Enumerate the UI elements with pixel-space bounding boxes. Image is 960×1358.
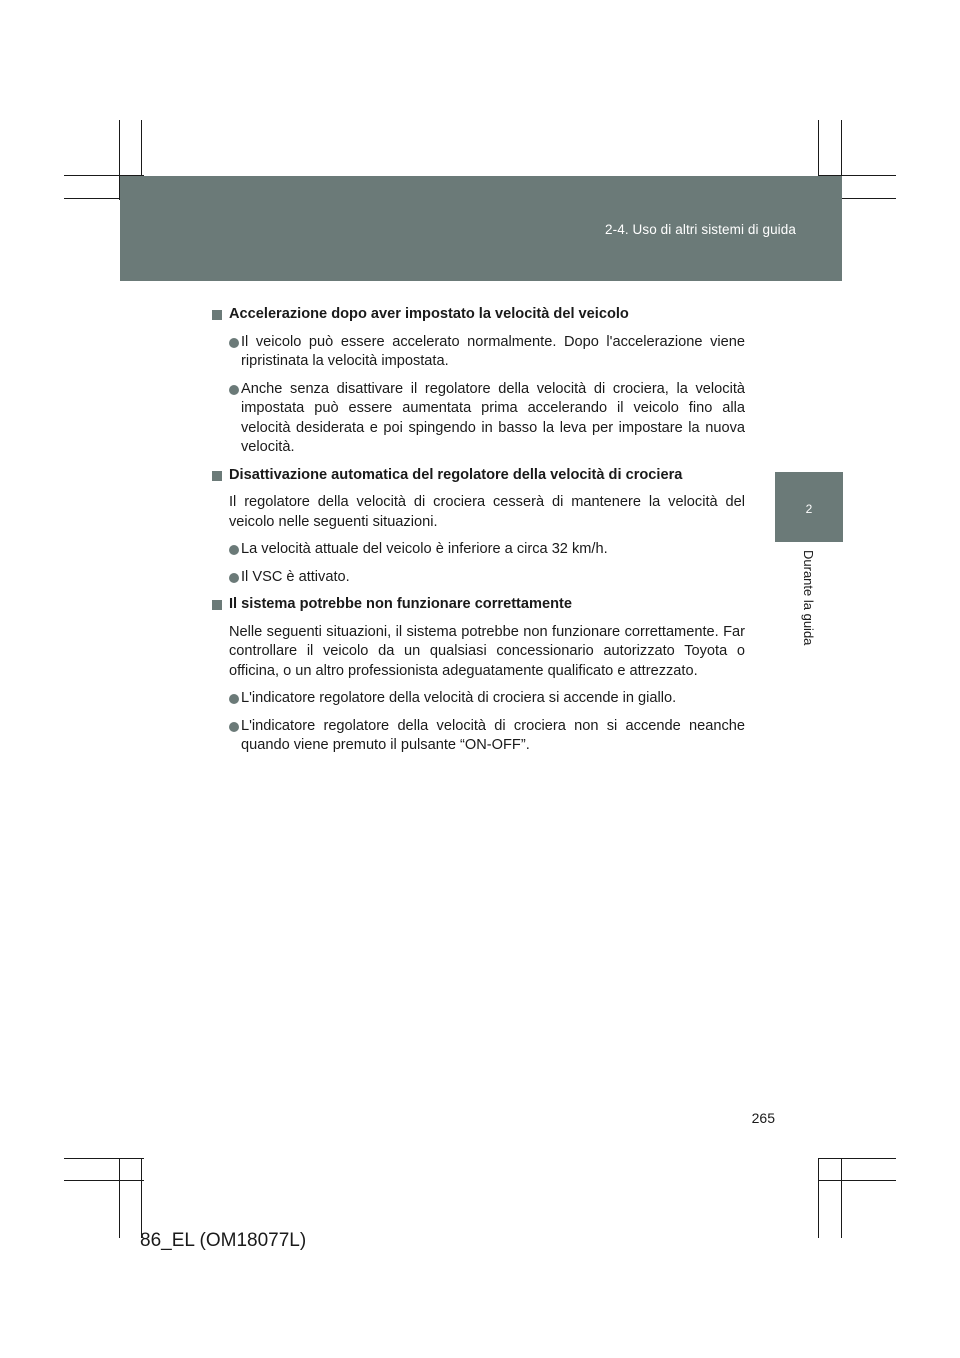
- list-item-text: La velocità attuale del veicolo è inferiore a circa 32 km/h.: [241, 541, 608, 557]
- list-item: [212, 689, 745, 709]
- section-title: 2-4. Uso di altri sistemi di guida: [605, 222, 796, 237]
- crop-mark: [64, 1180, 144, 1181]
- crop-mark: [119, 1158, 120, 1238]
- section-heading: [212, 466, 745, 486]
- chapter-label: Durante la guida: [801, 550, 816, 646]
- list-item: [212, 540, 745, 560]
- round-bullet-icon: [229, 385, 239, 395]
- round-bullet-icon: [229, 338, 239, 348]
- section-heading: [212, 305, 745, 325]
- list-item-text: L'indicatore regolatore della velocità di crociera non si accende neanche quando viene premuto il pulsante “ON-OFF”.: [241, 717, 745, 753]
- list-item: [212, 717, 745, 756]
- crop-mark: [841, 1158, 842, 1238]
- section-heading: [212, 595, 745, 615]
- list-item: [212, 333, 745, 372]
- paragraph: Nelle seguenti situazioni, il sistema potrebbe non funzionare correttamente. Far controllare il veicolo da un qualsiasi concessionario autorizzato Toyota o officina, o un altro professionista adeguatamente qualificato e attrezzato.: [229, 623, 745, 679]
- list-item: [212, 380, 745, 458]
- crop-mark: [818, 1158, 819, 1238]
- paragraph: Il regolatore della velocità di crociera cesserà di mantenere la velocità del veicolo nelle seguenti situazioni.: [229, 494, 745, 530]
- document-code: 86_EL (OM18077L): [140, 1230, 307, 1251]
- crop-mark: [818, 1158, 896, 1159]
- round-bullet-icon: [229, 573, 239, 583]
- crop-mark: [141, 1158, 142, 1238]
- heading-text: Disattivazione automatica del regolatore della velocità di crociera: [229, 466, 683, 483]
- round-bullet-icon: [229, 694, 239, 704]
- list-item-text: Anche senza disattivare il regolatore della velocità di crociera, la velocità impostata può essere aumentata prima accelerando il veicolo fino alla velocità desiderata e poi spingendo in basso la leva per impostare la nuova velocità.: [241, 380, 745, 455]
- page-number: 265: [751, 1110, 775, 1126]
- crop-mark: [818, 1180, 896, 1181]
- square-bullet-icon: [212, 310, 222, 320]
- list-item-text: Il VSC è attivato.: [241, 568, 350, 585]
- chapter-tab: [775, 472, 843, 542]
- square-bullet-icon: [212, 600, 222, 610]
- chapter-number: 2: [805, 502, 813, 516]
- list-item: [212, 568, 745, 588]
- round-bullet-icon: [229, 545, 239, 555]
- heading-text: Il sistema potrebbe non funzionare correttamente: [229, 596, 573, 612]
- crop-mark: [64, 1158, 144, 1159]
- round-bullet-icon: [229, 722, 239, 732]
- list-item-text: Il veicolo può essere accelerato normalmente. Dopo l'accelerazione viene ripristinata la velocità impostata.: [241, 333, 745, 369]
- page-content: [212, 305, 745, 764]
- list-item-text: L'indicatore regolatore della velocità di crociera si accende in giallo.: [241, 690, 677, 706]
- square-bullet-icon: [212, 471, 222, 481]
- heading-text: Accelerazione dopo aver impostato la velocità del veicolo: [229, 306, 629, 322]
